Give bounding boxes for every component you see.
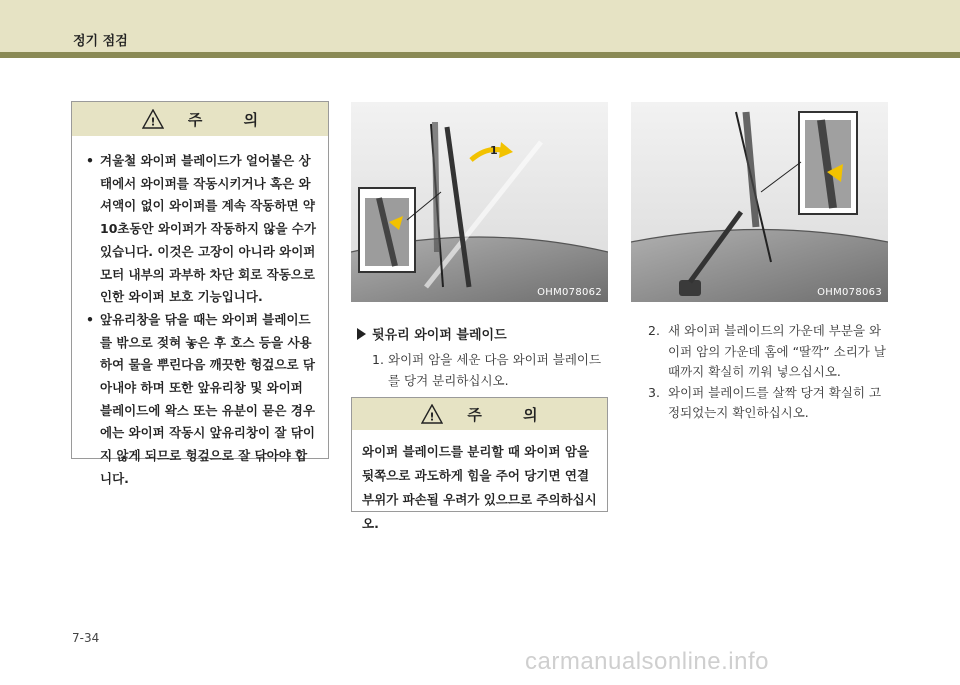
caution-header	[72, 102, 328, 136]
step-number: 2.	[648, 323, 660, 338]
caution-box-mid	[351, 397, 608, 531]
step-item	[372, 350, 612, 391]
caution-header	[352, 398, 607, 430]
watermark: carmanualsonline.info	[525, 648, 769, 675]
step-text: 와이퍼 암을 세운 다음 와이퍼 블레이드를 당겨 분리하십시오.	[388, 352, 602, 388]
figure-code: OHM078062	[537, 287, 602, 298]
step-text: 새 와이퍼 블레이드의 가운데 부분을 와이퍼 암의 가운데 홈에 “딸깍” 소리가 날 때까지 확실히 끼워 넣으십시오.	[668, 323, 886, 379]
page-number: 7-34	[72, 631, 100, 645]
caution-title: 주 의	[467, 405, 556, 424]
step-text: 와이퍼 블레이드를 살짝 당겨 확실히 고정되었는지 확인하십시오.	[668, 384, 882, 420]
callout-number: 1	[490, 144, 498, 157]
header-title: 정기 점검	[73, 34, 128, 49]
wiper-removal-illustration	[351, 102, 608, 302]
warning-triangle-icon	[421, 404, 443, 424]
step-item	[648, 321, 893, 383]
steps-list-right	[648, 321, 893, 424]
svg-text:!: !	[150, 115, 156, 129]
caution-list	[72, 136, 328, 491]
caution-title: 주 의	[187, 110, 277, 129]
caution-box-left	[71, 101, 329, 486]
figure-wiper-install	[631, 102, 888, 302]
step-number: 1.	[372, 352, 384, 367]
section-heading	[357, 324, 507, 343]
figure-wiper-removal	[351, 102, 608, 302]
step-number: 3.	[648, 384, 660, 400]
caution-text: 와이퍼 블레이드를 분리할 때 와이퍼 암을 뒷쪽으로 과도하게 힘을 주어 당기면 연결 부위가 파손될 우려가 있으므로 주의하십시오.	[362, 444, 597, 531]
steps-list-mid	[372, 350, 612, 391]
header-divider	[0, 52, 960, 58]
warning-triangle-icon	[142, 109, 164, 129]
svg-text:!: !	[429, 410, 435, 424]
step-item	[648, 383, 893, 424]
triangle-bullet-icon	[357, 328, 366, 340]
page-header	[0, 0, 960, 52]
section-heading-text: 뒷유리 와이퍼 블레이드	[372, 328, 507, 343]
caution-bullet: • 겨울철 와이퍼 블레이드가 얼어붙은 상태에서 와이퍼를 작동시키거나 혹은 와셔액이 없이 와이퍼를 계속 작동하면 약 10초동안 와이퍼가 작동하지 않을 수가 있습니다. 이것은 고장이 아니라 와이퍼모터 내부의 과부하 차단 회로 작동으로 인한 와이퍼 보호 기능입니다.	[84, 150, 318, 309]
wiper-install-illustration	[631, 102, 888, 302]
caution-bullet: • 앞유리창을 닦을 때는 와이퍼 블레이드를 밖으로 젖혀 놓은 후 호스 등을 사용하여 물을 뿌린다음 깨끗한 헝겊으로 닦아내야 하며 또한 앞유리창 및 와이퍼 블레이드에 왁스 또는 유분이 묻은 경우에는 와이퍼 작동시 앞유리창이 잘 닦이지 않게 되므로 헝겊으로 잘 닦아야 합니다.	[84, 309, 318, 491]
figure-code: OHM078063	[817, 287, 882, 298]
